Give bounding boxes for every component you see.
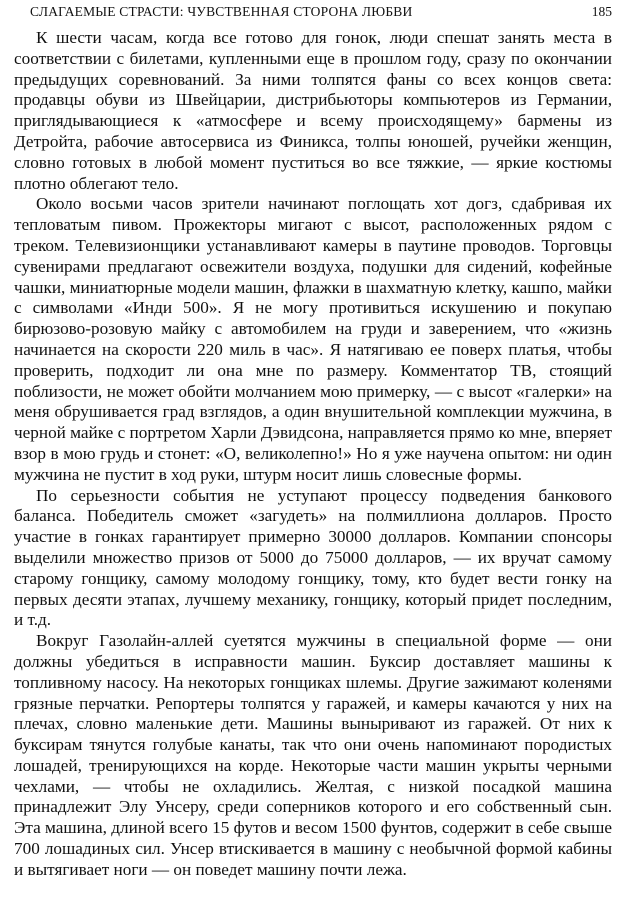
paragraph: Вокруг Газолайн-аллей суетятся мужчины в специальной форме — они должны убедиться в исправности машин. Буксир доставляет машины к топливному насосу. На некоторых гонщиках шлемы. Другие зажимают коленями грязные перчатки. Репортеры толпятся у гаражей, и камеры качаются у них на плечах, словно маленькие дети. Машины выныривают из гаражей. От них к буксирам тянутся голубые канаты, так что они очень напоминают породистых лошадей, тренирующихся на корде. Некоторые части машин укрыты черными чехлами, — чтобы не охладились. Желтая, с низкой посадкой машина принадлежит Элу Унсеру, среди соперников которого и его собственный сын. Эта машина, длиной всего 15 футов и весом 1500 фунтов, содержит в себе свыше 700 лошадиных сил. Унсер втискивается в машину с необычной формой кабины и вытягивает ноги — он поведет машину почти лежа. [14, 631, 612, 879]
chapter-title: СЛАГАЕМЫЕ СТРАСТИ: ЧУВСТВЕННАЯ СТОРОНА ЛЮБВИ [30, 4, 413, 19]
paragraph: К шести часам, когда все готово для гонок, люди спешат занять места в соответствии с билетами, купленными еще в прошлом году, сразу по окончании предыдущих соревнований. За ними толпятся фаны со всех концов света: продавцы обуви из Швейцарии, дистрибьюторы компьютеров из Германии, приглядывающиеся к «атмосфере и всему происходящему» бармены из Детройта, рабочие автосервиса из Финикса, толпы юношей, ручейки женщин, словно готовых в любой момент пуститься во все тяжкие, — яркие костюмы плотно облегают тело. [14, 28, 612, 193]
page-number: 185 [591, 4, 612, 19]
body-text [14, 28, 612, 881]
paragraph: По серьезности события не уступают процессу подведения банкового баланса. Победитель сможет «загудеть» на полмиллиона долларов. Просто участие в гонках гарантирует примерно 30000 долларов. Компании спонсоры выделили множество призов от 5000 до 75000 долларов, — их вручат самому старому гонщику, самому молодому гонщику, тому, кто будет вести гонку на первых десяти этапах, лучшему механику, гонщику, который придет последним, и т.д. [14, 485, 612, 630]
running-header [0, 2, 620, 22]
paragraph: Около восьми часов зрители начинают поглощать хот догз, сдабривая их тепловатым пивом. Прожекторы мигают с высот, расположенных рядом с треком. Телевизионщики устанавливают камеры в паутине проводов. Торговцы сувенирами предлагают освежители воздуха, подушки для сидений, кофейные чашки, миниатюрные модели машин, флажки в шахматную клетку, кашпо, майки с символами «Инди 500». Я не могу противиться искушению и покупаю бирюзово-розовую майку с автомобилем на груди и заверением, что «жизнь начинается на скорости 220 миль в час». Я натягиваю ее поверх платья, чтобы проверить, подходит ли она мне по размеру. Комментатор ТВ, стоящий поблизости, не может обойти молчанием мою примерку, — с высот «галерки» на меня обрушивается град взглядов, а один внушительной комплекции мужчина, в черной майке с портретом Харли Дэвидсона, направляется прямо ко мне, вперяет взор в мою грудь и стонет: «О, великолепно!» Но я уже научена опытом: ни один мужчина не пустит в ход руки, штурм носит лишь словесные формы. [14, 194, 612, 484]
